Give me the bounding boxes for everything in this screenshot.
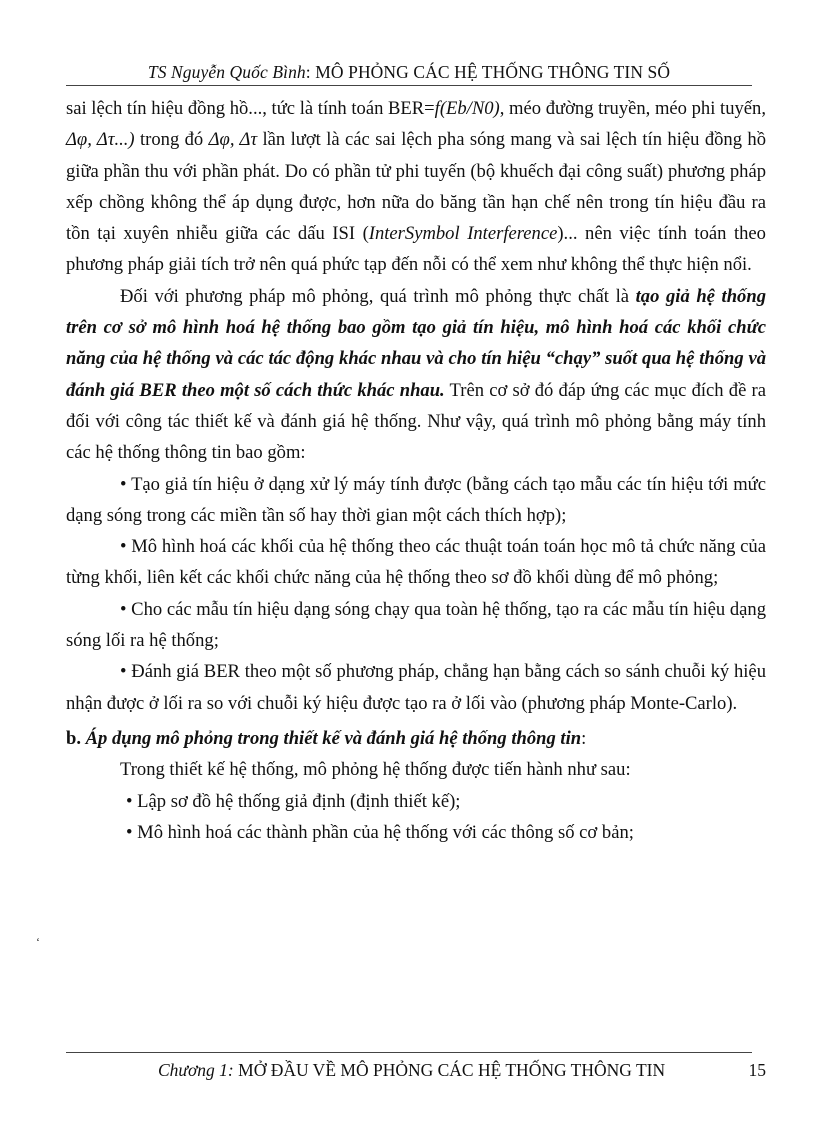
list-item: • Tạo giả tín hiệu ở dạng xử lý máy tính được (bằng cách tạo mẫu các tín hiệu tới mức dạng sóng trong các miền tần số hay thời gian một cách thích hợp); [66, 473, 766, 526]
main-text [66, 93, 766, 848]
emphasis-text: tạo giả hệ thống trên cơ sở mô hình hoá hệ thống bao gồm tạo giả tín hiệu, mô hình hoá các khối chức năng của hệ thống và các tác động khác nhau và cho tín hiệu “chạy” suốt qua hệ thống và đánh giá BER theo một số cách thức khác nhau. [66, 285, 766, 401]
list-item: • Mô hình hoá các khối của hệ thống theo các thuật toán toán học mô tả chức năng của từng khối, liên kết các khối chức năng của hệ thống theo sơ đồ khối dùng để mô phỏng; [66, 536, 766, 589]
error-symbols: Δφ, Δτ...) [66, 129, 135, 151]
section-heading-b: b. Áp dụng mô phỏng trong thiết kế và đánh giá hệ thống thông tin: [66, 727, 587, 749]
isi-term: InterSymbol Interference [368, 223, 558, 245]
footer-rule [66, 1052, 752, 1053]
header-rule [66, 85, 752, 86]
scan-mark: ʻ [36, 935, 40, 949]
list-item: • Mô hình hoá các thành phần của hệ thống với các thông số cơ bản; [126, 821, 634, 843]
header-title: MÔ PHỎNG CÁC HỆ THỐNG THÔNG TIN SỐ [315, 62, 671, 82]
list-item: • Cho các mẫu tín hiệu dạng sóng chạy qua toàn hệ thống, tạo ra các mẫu tín hiệu dạng sóng lối ra hệ thống; [66, 598, 766, 652]
page-number: 15 [748, 1060, 766, 1080]
header-author: TS Nguyễn Quốc Bình [147, 62, 306, 82]
list-item: • Đánh giá BER theo một số phương pháp, chẳng hạn bằng cách so sánh chuỗi ký hiệu nhận được ở lối ra so với chuỗi ký hiệu được tạo ra ở lối vào (phương pháp Monte-Carlo). [66, 661, 766, 714]
list-item: • Lập sơ đồ hệ thống giả định (định thiết kế); [126, 790, 461, 812]
paragraph-2: Đối với phương pháp mô phỏng, quá trình mô phỏng thực chất là tạo giả hệ thống trên cơ sở mô hình hoá hệ thống bao gồm tạo giả tín hiệu, mô hình hoá các khối chức năng của hệ thống và các tác động khác nhau và cho tín hiệu “chạy” suốt qua hệ thống và đánh giá BER theo một số cách thức khác nhau. Trên cơ sở đó đáp ứng các mục đích đề ra đối với công tác thiết kế và đánh giá hệ thống. Như vậy, quá trình mô phỏng bằng máy tính các hệ thống thông tin bao gồm: [66, 285, 766, 464]
paragraph-3: Trong thiết kế hệ thống, mô phỏng hệ thống được tiến hành như sau: [120, 759, 631, 781]
ber-formula: f(Eb/N0) [434, 98, 500, 119]
running-header [66, 62, 752, 83]
error-symbols-2: Δφ, Δτ [208, 129, 258, 151]
footer-title: Chương 1: MỞ ĐẦU VỀ MÔ PHỎNG CÁC HỆ THỐNG THÔNG TIN [158, 1060, 666, 1080]
header-colon: : [305, 62, 311, 82]
paragraph-1: sai lệch tín hiệu đồng hồ..., tức là tính toán BER=f(Eb/N0), méo đường truyền, méo phi tuyến, Δφ, Δτ...) trong đó Δφ, Δτ lần lượt là các sai lệch pha sóng mang và sai lệch tín hiệu đồng hồ giữa phần thu với phần phát. Do có phần tử phi tuyến (bộ khuếch đại công suất) phương pháp xếp chồng không thể áp dụng được, hơn nữa do băng tần hạn chế nên trong tín hiệu đầu ra tồn tại xuyên nhiễu giữa các dấu ISI (InterSymbol Interference)... nên việc tính toán theo phương pháp giải tích trở nên quá phức tạp đến nỗi có thể xem như không thể thực hiện nổi. [66, 98, 767, 276]
